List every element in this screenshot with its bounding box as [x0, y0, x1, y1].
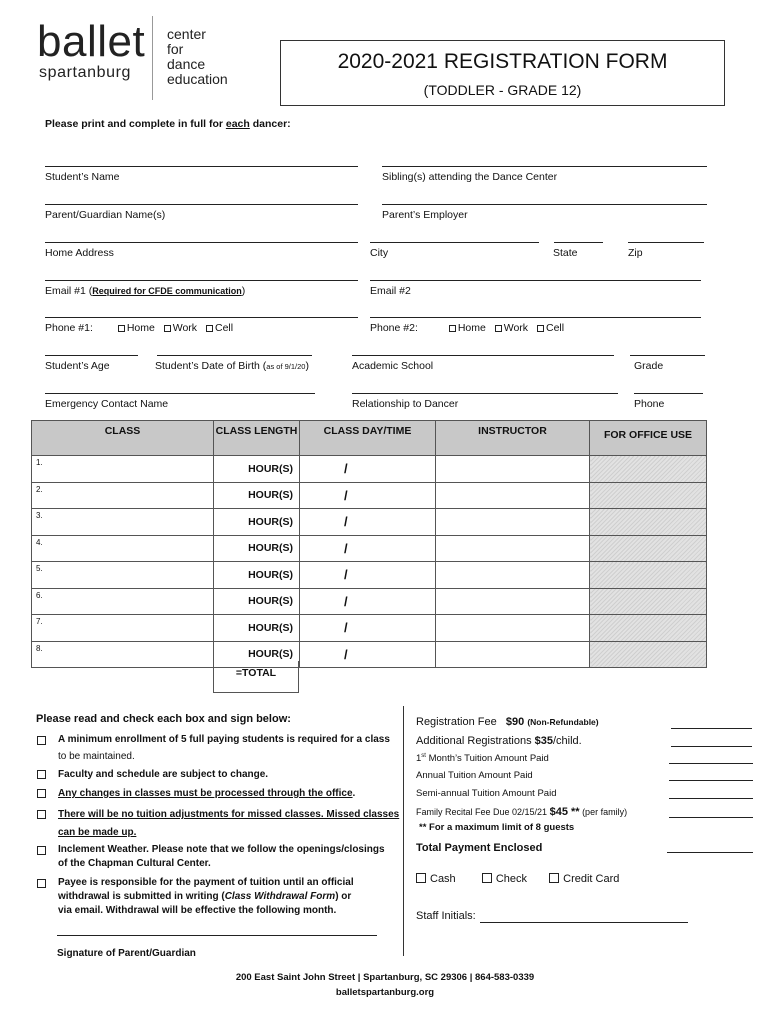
- check-min-enrollment-text: A minimum enrollment of 5 full paying students is required for a class to be maintained.: [58, 734, 390, 762]
- row-day-time[interactable]: /: [300, 482, 436, 509]
- email2-label: Email #2: [370, 285, 411, 297]
- row-day-time[interactable]: /: [300, 562, 436, 589]
- row-number[interactable]: 1.: [32, 456, 214, 483]
- header-class-length: CLASS LENGTH: [214, 421, 300, 456]
- payment-method-group: [416, 873, 619, 885]
- row-number[interactable]: 8.: [32, 641, 214, 668]
- total-payment-label: Total Payment Enclosed: [416, 842, 543, 854]
- grade-label: Grade: [634, 360, 664, 372]
- section-divider: [403, 706, 404, 956]
- class-table: [31, 420, 707, 668]
- recital-fee-label: Family Recital Fee Due 02/15/21 $45 ** (per family): [416, 806, 628, 818]
- signature-label: Signature of Parent/Guardian: [57, 948, 196, 959]
- row-instructor[interactable]: [436, 456, 590, 483]
- recital-fee-line[interactable]: [669, 817, 753, 818]
- student-dob-line[interactable]: [157, 355, 312, 356]
- row-day-time[interactable]: /: [300, 641, 436, 668]
- emergency-contact-line[interactable]: [45, 393, 315, 394]
- total-payment-line[interactable]: [667, 852, 753, 853]
- print-instructions: Please print and complete in full for each dancer:: [45, 118, 291, 130]
- row-day-time[interactable]: /: [300, 535, 436, 562]
- row-number[interactable]: 7.: [32, 615, 214, 642]
- header-office-use: FOR OFFICE USE: [590, 421, 707, 456]
- emergency-contact-label: Emergency Contact Name: [45, 398, 169, 410]
- city-line[interactable]: [370, 242, 539, 243]
- total-hours-cell[interactable]: =TOTAL: [213, 661, 299, 693]
- check-schedule-checkbox[interactable]: [37, 770, 46, 779]
- check-changes-text: Any changes in classes must be processed through the office.: [58, 788, 356, 799]
- student-dob-label: Student’s Date of Birth (as of 9/1/20): [155, 360, 309, 372]
- check-payee-text: Payee is responsible for the payment of tuition until an official withdrawal is submitted in writing (Class Withdrawal Form) or via email. Withdrawal will be effective the following month.: [58, 877, 354, 916]
- row-instructor[interactable]: [436, 535, 590, 562]
- home-address-label: Home Address: [45, 247, 114, 259]
- logo-spartanburg-text: spartanburg: [39, 64, 131, 81]
- footer-website[interactable]: balletspartanburg.org: [335, 987, 435, 998]
- siblings-line[interactable]: [382, 166, 707, 167]
- parent-name-label: Parent/Guardian Name(s): [45, 209, 166, 221]
- zip-label: Zip: [628, 247, 643, 259]
- phone1-cell-checkbox[interactable]: [206, 325, 213, 332]
- check-no-adjustments-checkbox[interactable]: [37, 810, 46, 819]
- logo-tagline: center for dance education: [167, 26, 228, 87]
- signature-line[interactable]: [57, 935, 377, 936]
- city-label: City: [370, 247, 389, 259]
- row-instructor[interactable]: [436, 641, 590, 668]
- row-office-use: [590, 482, 707, 509]
- row-hours[interactable]: HOUR(S): [214, 562, 300, 589]
- row-hours[interactable]: HOUR(S): [214, 456, 300, 483]
- form-title: 2020-2021 REGISTRATION FORM: [337, 50, 668, 73]
- logo-divider: [152, 16, 153, 100]
- header-instructor: INSTRUCTOR: [436, 421, 590, 456]
- state-line[interactable]: [554, 242, 603, 243]
- logo-ballet-text: ballet: [37, 17, 146, 66]
- phone1-home-checkbox[interactable]: [118, 325, 125, 332]
- emergency-phone-line[interactable]: [634, 393, 703, 394]
- table-row: [32, 562, 707, 589]
- check-schedule-text: Faculty and schedule are subject to change.: [58, 769, 269, 780]
- table-row: [32, 509, 707, 536]
- parent-employer-line[interactable]: [382, 204, 707, 205]
- row-office-use: [590, 615, 707, 642]
- parent-employer-label: Parent’s Employer: [382, 209, 468, 221]
- student-age-line[interactable]: [45, 355, 138, 356]
- header-class: CLASS: [32, 421, 214, 456]
- row-number[interactable]: 3.: [32, 509, 214, 536]
- relationship-line[interactable]: [352, 393, 618, 394]
- registration-fee-label: Registration Fee $90 (Non-Refundable): [416, 716, 599, 728]
- student-name-label: Student’s Name: [45, 171, 120, 183]
- phone2-label: Phone #2: Home Work Cell: [370, 322, 565, 334]
- grade-line[interactable]: [630, 355, 705, 356]
- row-instructor[interactable]: [436, 509, 590, 536]
- annual-tuition-line[interactable]: [669, 780, 753, 781]
- row-hours[interactable]: HOUR(S): [214, 588, 300, 615]
- check-payee-checkbox[interactable]: [37, 879, 46, 888]
- check-weather-checkbox[interactable]: [37, 846, 46, 855]
- row-office-use: [590, 535, 707, 562]
- table-row: [32, 482, 707, 509]
- home-address-line[interactable]: [45, 242, 358, 243]
- student-age-label: Student’s Age: [45, 360, 110, 372]
- row-hours[interactable]: HOUR(S): [214, 482, 300, 509]
- row-day-time[interactable]: /: [300, 615, 436, 642]
- footer-address: 200 East Saint John Street | Spartanburg, SC 29306 | 864-583-0339: [235, 972, 535, 983]
- row-day-time[interactable]: /: [300, 509, 436, 536]
- recital-fee-note: ** For a maximum limit of 8 guests: [419, 822, 575, 833]
- row-hours[interactable]: HOUR(S): [214, 535, 300, 562]
- cash-label: Cash: [430, 873, 456, 885]
- table-row: [32, 588, 707, 615]
- table-row: [32, 456, 707, 483]
- row-number[interactable]: 4.: [32, 535, 214, 562]
- staff-initials-line[interactable]: [480, 922, 688, 923]
- row-office-use: [590, 641, 707, 668]
- student-name-line[interactable]: [45, 166, 358, 167]
- siblings-label: Sibling(s) attending the Dance Center: [382, 171, 558, 183]
- additional-registrations-label: Additional Registrations $35/child.: [416, 735, 582, 747]
- row-instructor[interactable]: [436, 562, 590, 589]
- check-changes-checkbox[interactable]: [37, 789, 46, 798]
- cash-checkbox[interactable]: [416, 873, 426, 883]
- phone2-line[interactable]: [370, 317, 701, 318]
- zip-line[interactable]: [628, 242, 704, 243]
- annual-tuition-label: Annual Tuition Amount Paid: [416, 770, 533, 781]
- row-office-use: [590, 562, 707, 589]
- semi-annual-tuition-line[interactable]: [669, 798, 753, 799]
- first-month-tuition-line[interactable]: [669, 763, 753, 764]
- row-hours[interactable]: HOUR(S): [214, 509, 300, 536]
- row-hours[interactable]: HOUR(S): [214, 641, 300, 668]
- phone1-work-checkbox[interactable]: [164, 325, 171, 332]
- check-checkbox[interactable]: [482, 873, 492, 883]
- checklist-heading: Please read and check each box and sign below:: [36, 713, 291, 725]
- additional-registrations-line[interactable]: [671, 746, 752, 747]
- academic-school-label: Academic School: [352, 360, 434, 372]
- table-row: [32, 641, 707, 668]
- row-instructor[interactable]: [436, 588, 590, 615]
- staff-initials-label: Staff Initials:: [416, 910, 476, 922]
- emergency-phone-label: Phone: [634, 398, 665, 410]
- row-hours[interactable]: HOUR(S): [214, 615, 300, 642]
- phone1-label: Phone #1: Home Work Cell: [45, 322, 234, 334]
- row-day-time[interactable]: /: [300, 456, 436, 483]
- form-subtitle: (TODDLER - GRADE 12): [423, 82, 582, 98]
- table-row: [32, 615, 707, 642]
- parent-name-line[interactable]: [45, 204, 358, 205]
- check-label: Check: [495, 873, 527, 885]
- phone2-home-checkbox[interactable]: [449, 325, 456, 332]
- row-number[interactable]: 6.: [32, 588, 214, 615]
- phone1-line[interactable]: [45, 317, 358, 318]
- row-office-use: [590, 456, 707, 483]
- email1-label: Email #1 (Required for CFDE communication): [45, 285, 246, 297]
- phone2-cell-checkbox[interactable]: [537, 325, 544, 332]
- phone2-work-checkbox[interactable]: [495, 325, 502, 332]
- semi-annual-tuition-label: Semi-annual Tuition Amount Paid: [416, 788, 557, 799]
- registration-fee-line[interactable]: [671, 728, 752, 729]
- row-instructor[interactable]: [436, 615, 590, 642]
- class-table-header: [32, 421, 707, 456]
- check-min-enrollment-checkbox[interactable]: [37, 736, 46, 745]
- row-instructor[interactable]: [436, 482, 590, 509]
- table-row: [32, 535, 707, 562]
- row-number[interactable]: 5.: [32, 562, 214, 589]
- state-label: State: [553, 247, 578, 259]
- header-day-time: CLASS DAY/TIME: [300, 421, 436, 456]
- email2-line[interactable]: [370, 280, 701, 281]
- relationship-label: Relationship to Dancer: [352, 398, 459, 410]
- row-number[interactable]: 2.: [32, 482, 214, 509]
- row-office-use: [590, 588, 707, 615]
- row-day-time[interactable]: /: [300, 588, 436, 615]
- row-office-use: [590, 509, 707, 536]
- credit-card-label: Credit Card: [563, 873, 620, 885]
- credit-card-checkbox[interactable]: [549, 873, 559, 883]
- check-no-adjustments-text: There will be no tuition adjustments for missed classes. Missed classes can be made up.: [58, 809, 400, 838]
- first-month-tuition-label: 1st Month’s Tuition Amount Paid: [416, 753, 549, 765]
- check-weather-text: Inclement Weather. Please note that we follow the openings/closings of the Chapman Cultural Center.: [58, 844, 385, 869]
- academic-school-line[interactable]: [352, 355, 614, 356]
- email1-line[interactable]: [45, 280, 358, 281]
